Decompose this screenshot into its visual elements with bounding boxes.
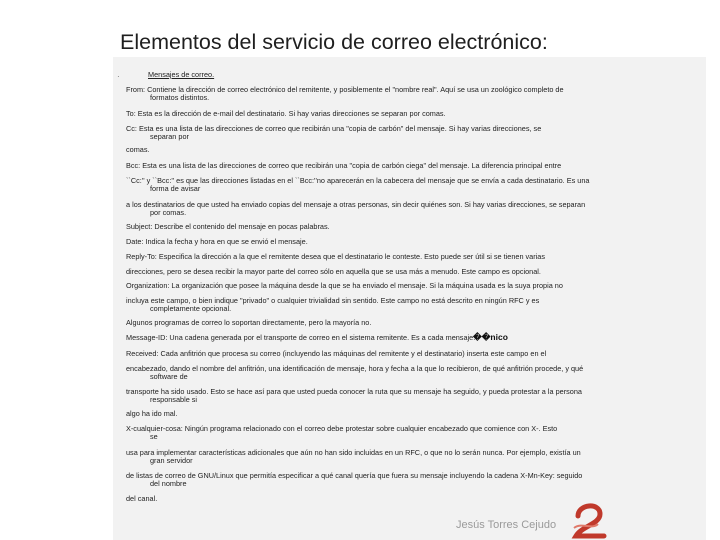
- author-watermark: Jesús Torres Cejudo: [456, 519, 557, 531]
- text-line: comas.: [126, 145, 150, 154]
- text-line: incluya este campo, o bien indique "privado" o cualquier trivialidad sin sentido. Este campo no está descrito en ningún RFC y es: [126, 296, 540, 305]
- text-line: To: Esta es la dirección de e-mail del destinatario. Si hay varias direcciones se separan por comas.: [126, 109, 446, 118]
- text-line: gran servidor: [150, 456, 193, 465]
- text-line: From: Contiene la dirección de correo electrónico del remitente, y posiblemente el "nombre real". Aquí se usa un zoológico completo de: [126, 85, 564, 94]
- text-line: forma de avisar: [150, 184, 201, 193]
- text-line: Bcc: Esta es una lista de las direcciones de correo que recibirán una "copia de carbón ciega" del mensaje. La diferencia principal entre: [126, 161, 562, 170]
- text-line: formatos distintos.: [150, 93, 210, 102]
- slide-title: Elementos del servicio de correo electrónico:: [120, 30, 548, 54]
- text-line: Received: Cada anfitrión que procesa su correo (incluyendo las máquinas del remitente y el destinatario) inserta este campo en el: [126, 349, 547, 358]
- text-line: responsable si: [150, 395, 198, 404]
- text-line: Subject: Describe el contenido del mensaje en pocas palabras.: [126, 222, 330, 231]
- text-line: X-cualquier-cosa: Ningún programa relacionado con el correo debe protestar sobre cualquier encabezado que comience con X-. Esto: [126, 424, 558, 433]
- text-line: usa para implementar características adicionales que aún no han sido incluidas en un RFC, o que no lo serán nunca. Por ejemplo, existía un: [126, 448, 581, 457]
- overlay-glyph: ��nico: [473, 332, 508, 342]
- text-line: a los destinatarios de que usted ha enviado copias del mensaje a otras personas, sin decir quiénes son. Si hay varias direcciones, se separan: [126, 200, 586, 209]
- text-line: Organization: La organización que posee la máquina desde la que se ha enviado el mensaje. Si la máquina usada es la suya propia no: [126, 281, 563, 290]
- text-line: del nombre: [150, 479, 187, 488]
- text-line: del canal.: [126, 494, 158, 503]
- text-line: algo ha ido mal.: [126, 409, 178, 418]
- decorative-swirl-icon: [570, 500, 614, 540]
- text-line: software de: [150, 372, 188, 381]
- text-line: Reply-To: Especifica la dirección a la que el remitente desea que el destinatario le conteste. Esto puede ser útil si se tienen varias: [126, 252, 545, 261]
- text-line: de listas de correo de GNU/Linux que permitía especificar a qué canal quería que fuera su mensaje incluyendo la cadena X-Mn-Key: seguido: [126, 471, 583, 480]
- text-line: Mensajes de correo.: [148, 70, 215, 79]
- text-line: transporte ha sido usado. Esto se hace así para que usted pueda conocer la ruta que su mensaje ha seguido, y pueda protestar a la persona: [126, 387, 582, 396]
- text-line: separan por: [150, 132, 189, 141]
- text-line: Algunos programas de correo lo soportan directamente, pero la mayoría no.: [126, 318, 372, 327]
- text-line: encabezado, dando el nombre del anfitrión, una identificación de mensaje, hora y fecha a la que lo recibieron, de qué anfitrión procede, y qué: [126, 364, 584, 373]
- bullet-mark: ·: [117, 72, 120, 81]
- text-line: completamente opcional.: [150, 304, 232, 313]
- text-line: Cc: Esta es una lista de las direcciones de correo que recibirán una "copia de carbón" del mensaje. Si hay varias direcciones, se: [126, 124, 542, 133]
- text-line: direcciones, pero se desea recibir la mayor parte del correo sólo en aquella que se usa más a menudo. Este campo es opcional.: [126, 267, 541, 276]
- text-line: por comas.: [150, 208, 187, 217]
- text-line: Message-ID: Una cadena generada por el transporte de correo en el sistema remitente. Es a cada mensaje.: [126, 333, 476, 342]
- text-line: se: [150, 432, 158, 441]
- text-line: ``Cc:'' y ``Bcc:'' es que las direcciones listadas en el ``Bcc:''no aparecerán en la cabecera del mensaje que se envía a cada destinatario. Es una: [126, 176, 590, 185]
- text-line: Date: Indica la fecha y hora en que se envió el mensaje.: [126, 237, 308, 246]
